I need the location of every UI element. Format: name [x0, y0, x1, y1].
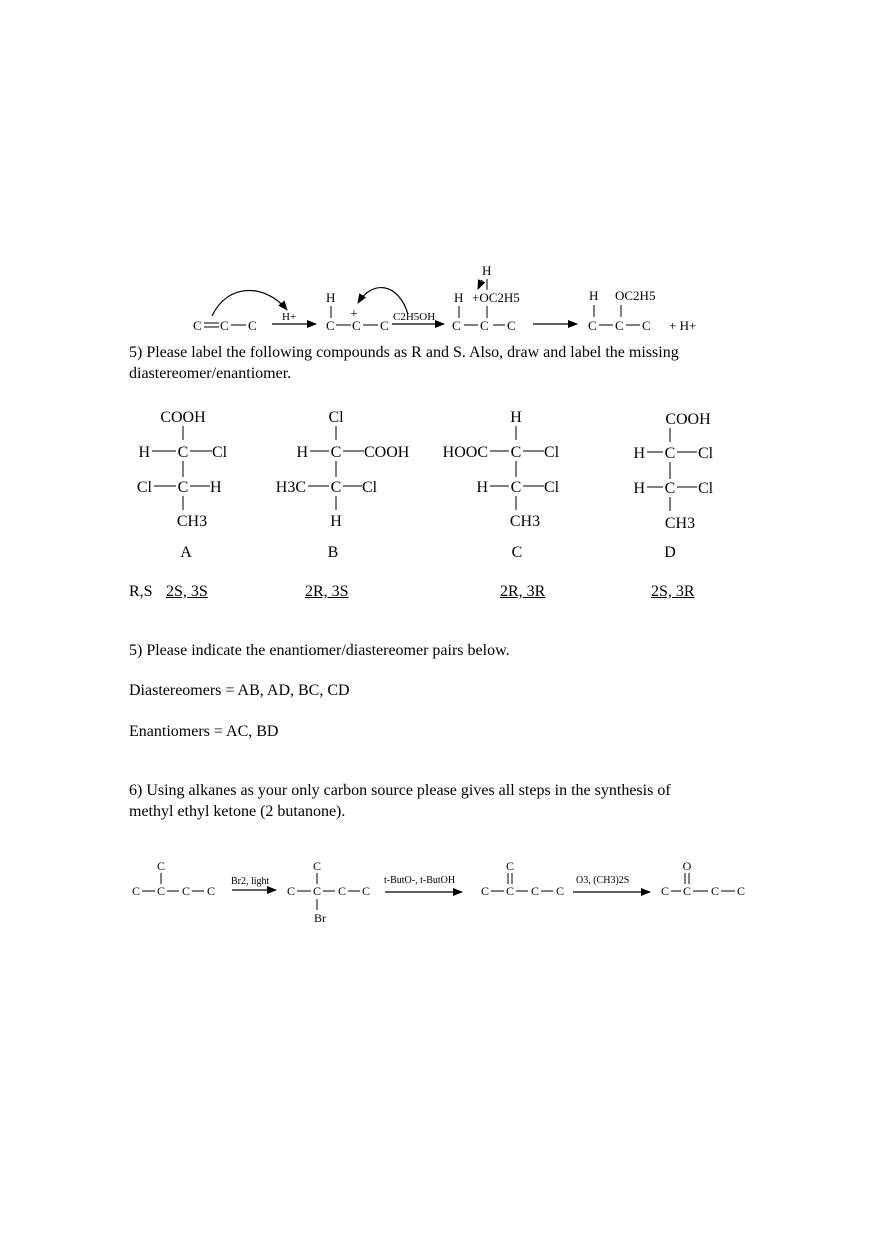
svg-text:H: H: [589, 288, 599, 303]
alkene-intermediate: [481, 859, 564, 898]
svg-text:C: C: [510, 479, 522, 496]
svg-text:H: H: [138, 444, 150, 461]
question-6-line1: 6) Using alkanes as your only carbon source please gives all steps in the synthesis of: [129, 782, 671, 799]
svg-text:C: C: [664, 480, 676, 497]
svg-text:H: H: [476, 479, 488, 496]
svg-text:H: H: [330, 513, 342, 530]
compound-c: [443, 409, 560, 561]
svg-text:OC2H5: OC2H5: [615, 288, 656, 303]
svg-text:C: C: [156, 884, 166, 898]
alkene-reactant: [193, 318, 257, 333]
svg-text:O3, (CH3)2S: O3, (CH3)2S: [576, 875, 630, 886]
bromide-intermediate: [287, 859, 370, 925]
svg-text:C: C: [588, 318, 597, 333]
svg-text:C: C: [361, 884, 371, 898]
svg-text:C: C: [177, 479, 189, 496]
svg-text:H3C: H3C: [275, 479, 306, 496]
svg-text:COOH: COOH: [665, 411, 711, 428]
svg-text:C: C: [326, 318, 335, 333]
svg-text:C: C: [193, 318, 202, 333]
enantiomers-answer: Enantiomers = AC, BD: [129, 723, 279, 740]
svg-text:+ H+: + H+: [669, 318, 697, 333]
svg-text:C: C: [507, 318, 516, 333]
svg-text:C: C: [505, 859, 515, 873]
svg-text:CH3: CH3: [664, 515, 696, 532]
question-5a-line1: 5) Please label the following compounds as R and S. Also, draw and label the missing: [129, 344, 679, 361]
svg-text:C: C: [452, 318, 461, 333]
svg-text:C: C: [248, 318, 257, 333]
svg-text:C: C: [330, 479, 342, 496]
svg-text:C: C: [664, 445, 676, 462]
rs-value-d: 2S, 3R: [651, 583, 695, 600]
svg-text:t-ButO-, t-ButOH: t-ButO-, t-ButOH: [384, 875, 456, 886]
svg-text:Cl: Cl: [136, 479, 152, 496]
compound-a: [137, 409, 228, 561]
svg-text:+: +: [350, 307, 358, 322]
svg-text:COOH: COOH: [364, 444, 410, 461]
svg-text:CH3: CH3: [509, 513, 541, 530]
svg-text:C: C: [480, 884, 490, 898]
synthesis-scheme: [0, 850, 880, 950]
synthesis-arrow-2: [384, 875, 462, 892]
svg-text:Br: Br: [314, 911, 326, 925]
question-5a-line2: diastereomer/enantiomer.: [129, 365, 292, 382]
reaction-arrow-1: [272, 311, 316, 324]
svg-text:C: C: [530, 884, 540, 898]
svg-text:HOOC: HOOC: [442, 444, 488, 461]
svg-text:D: D: [664, 544, 676, 561]
svg-text:Br2, light: Br2, light: [231, 876, 270, 887]
svg-text:H: H: [633, 445, 645, 462]
svg-text:C: C: [156, 859, 166, 873]
svg-text:H: H: [510, 409, 522, 426]
curved-arrow-icon: [212, 290, 287, 316]
svg-text:C: C: [660, 884, 670, 898]
svg-text:H: H: [633, 480, 645, 497]
svg-text:A: A: [180, 544, 192, 561]
compound-d: [633, 411, 713, 561]
svg-text:C: C: [286, 884, 296, 898]
svg-text:C: C: [505, 884, 515, 898]
svg-text:Cl: Cl: [544, 479, 560, 496]
svg-text:C: C: [312, 859, 322, 873]
svg-text:C: C: [615, 318, 624, 333]
svg-text:COOH: COOH: [160, 409, 206, 426]
synthesis-arrow-1: [231, 876, 276, 890]
svg-text:H: H: [296, 444, 308, 461]
starting-alkane: [132, 859, 215, 898]
fischer-projections: [0, 400, 880, 580]
svg-text:H: H: [454, 290, 464, 305]
ketone-product: [661, 859, 745, 898]
mechanism-scheme: [0, 0, 880, 345]
question-5b-prompt: 5) Please indicate the enantiomer/diastereomer pairs below.: [129, 642, 510, 659]
diastereomers-answer: Diastereomers = AB, AD, BC, CD: [129, 682, 350, 699]
compound-b: [276, 409, 410, 561]
svg-text:C: C: [177, 444, 189, 461]
svg-text:C: C: [380, 318, 389, 333]
svg-text:C: C: [220, 318, 229, 333]
svg-text:H+: H+: [282, 311, 297, 323]
svg-text:B: B: [327, 544, 339, 561]
svg-text:C: C: [181, 884, 191, 898]
rs-prefix: R,S: [129, 583, 153, 600]
svg-text:H: H: [326, 290, 336, 305]
svg-text:+OC2H5: +OC2H5: [472, 290, 520, 305]
synthesis-arrow-3: [573, 875, 650, 892]
oxonium-intermediate: [452, 263, 520, 333]
svg-text:Cl: Cl: [362, 479, 378, 496]
svg-text:C: C: [736, 884, 746, 898]
svg-text:Cl: Cl: [698, 480, 714, 497]
svg-text:Cl: Cl: [212, 444, 228, 461]
svg-text:H: H: [210, 479, 222, 496]
svg-text:H: H: [482, 263, 492, 278]
rs-value-c: 2R, 3R: [500, 583, 546, 600]
rs-value-a: 2S, 3S: [166, 583, 208, 600]
question-6-line2: methyl ethyl ketone (2 butanone).: [129, 803, 346, 820]
svg-text:C: C: [555, 884, 565, 898]
svg-text:Cl: Cl: [544, 444, 560, 461]
svg-text:C: C: [352, 318, 361, 333]
svg-text:C: C: [642, 318, 651, 333]
svg-text:CH3: CH3: [176, 513, 208, 530]
svg-text:C: C: [480, 318, 489, 333]
rs-value-b: 2R, 3S: [305, 583, 349, 600]
svg-text:C: C: [330, 444, 342, 461]
svg-text:C: C: [511, 544, 523, 561]
reaction-arrow-2: [392, 311, 444, 324]
svg-text:C: C: [312, 884, 322, 898]
svg-text:C2H5OH: C2H5OH: [393, 311, 436, 323]
svg-text:C: C: [131, 884, 141, 898]
svg-text:C: C: [710, 884, 720, 898]
carbocation-intermediate: [326, 290, 389, 333]
svg-text:C: C: [337, 884, 347, 898]
ether-product: [588, 288, 696, 333]
svg-text:C: C: [682, 884, 692, 898]
svg-text:Cl: Cl: [698, 445, 714, 462]
svg-text:C: C: [206, 884, 216, 898]
svg-text:Cl: Cl: [328, 409, 344, 426]
svg-text:O: O: [682, 859, 692, 873]
svg-text:C: C: [510, 444, 522, 461]
